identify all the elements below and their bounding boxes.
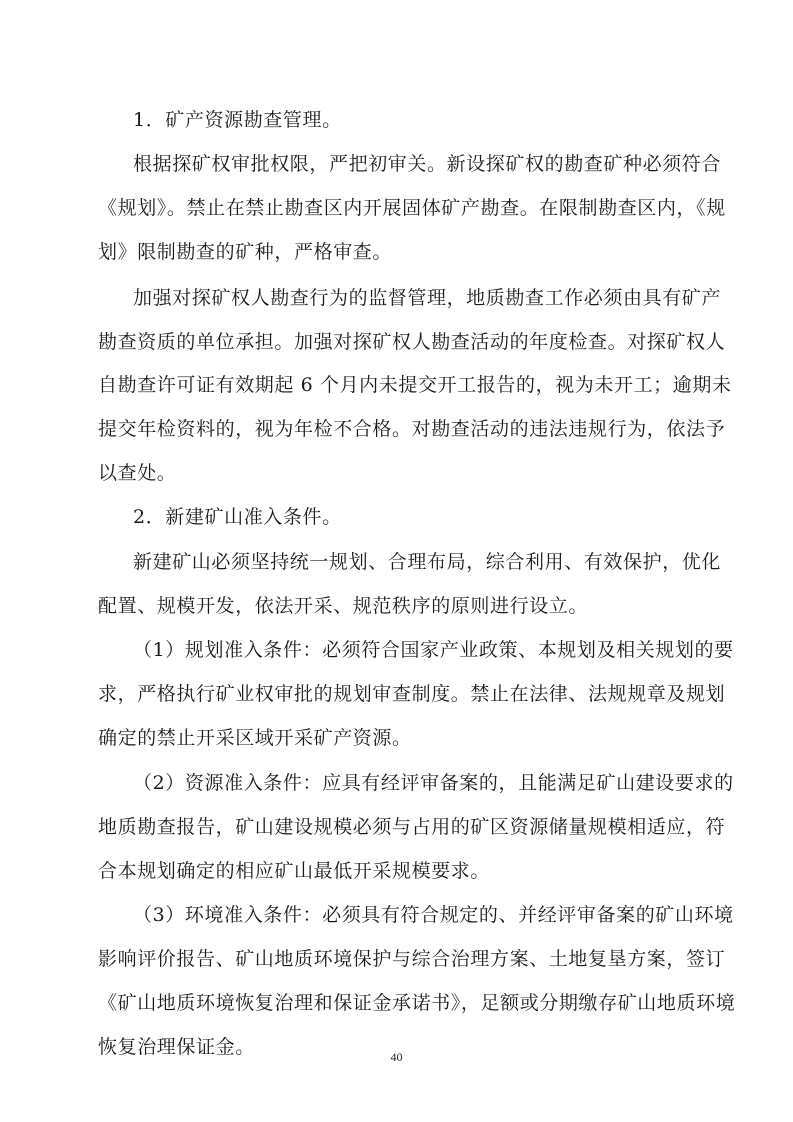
paragraph-line: 求，严格执行矿业权审批的规划审查制度。禁止在法律、法规规章及规划	[98, 683, 726, 705]
paragraph-line: 自勘查许可证有效期起 6 个月内未提交开工报告的，视为未开工；逾期未	[98, 374, 732, 396]
paragraph-line: 《矿山地质环境恢复治理和保证金承诺书》，足额或分期缴存矿山地质环境	[98, 992, 736, 1014]
paragraph-line: 地质勘查报告，矿山建设规模必须与占用的矿区资源储量规模相适应，符	[98, 816, 726, 838]
paragraph-line: 恢复治理保证金。	[98, 1036, 255, 1058]
paragraph-line: 影响评价报告、矿山地质环境保护与综合治理方案、土地复垦方案，签订	[98, 948, 726, 970]
paragraph-line: （1）规划准入条件：必须符合国家产业政策、本规划及相关规划的要	[133, 639, 734, 661]
paragraph-line: 确定的禁止开采区域开采矿产资源。	[98, 727, 412, 749]
paragraph-line: 配置、规模开发，依法开采、规范秩序的原则进行设立。	[98, 595, 589, 617]
paragraph-line: 加强对探矿权人勘查行为的监督管理，地质勘查工作必须由具有矿产	[133, 287, 722, 309]
section-heading-new-mine: 2．新建矿山准入条件。	[133, 506, 342, 528]
paragraph-line: 合本规划确定的相应矿山最低开采规模要求。	[98, 860, 491, 882]
paragraph-line: 勘查资质的单位承担。加强对探矿权人勘查活动的年度检查。对探矿权人	[98, 331, 726, 353]
paragraph-line: 《规划》。禁止在禁止勘查区内开展固体矿产勘查。在限制勘查区内，《规	[98, 197, 726, 219]
paragraph-line: 新建矿山必须坚持统一规划、合理布局，综合利用、有效保护，优化	[133, 551, 722, 573]
paragraph-line: （2）资源准入条件：应具有经评审备案的，且能满足矿山建设要求的	[133, 772, 734, 794]
paragraph-line: 以查处。	[98, 462, 177, 484]
page-number: 40	[390, 1050, 403, 1064]
paragraph-line: 提交年检资料的，视为年检不合格。对勘查活动的违法违规行为，依法予	[98, 418, 726, 440]
paragraph-line: 根据探矿权审批权限，严把初审关。新设探矿权的勘查矿种必须符合	[133, 153, 722, 175]
paragraph-line: 划》限制勘查的矿种，严格审查。	[98, 241, 393, 263]
section-heading-exploration: 1．矿产资源勘查管理。	[133, 109, 342, 131]
paragraph-line: （3）环境准入条件：必须具有符合规定的、并经评审备案的矿山环境	[133, 904, 734, 926]
